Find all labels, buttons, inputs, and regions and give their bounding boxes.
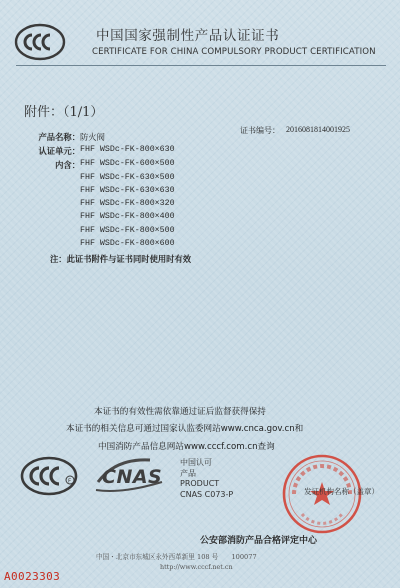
header-divider	[16, 65, 386, 66]
cnca-url-link[interactable]: www.cnca.gov.cn	[220, 424, 295, 434]
model-item: FHF WSDc-FK-800×600	[80, 239, 175, 248]
cnas-accreditation-text	[180, 458, 233, 500]
model-item: FHF WSDc-FK-630×630	[80, 186, 175, 195]
product-name-value: 防火阀	[80, 132, 105, 142]
cert-number-value: 2016081814001925	[286, 125, 350, 134]
cnas-line-4: CNAS C073-P	[180, 489, 234, 499]
attachment-note: 注：此证书附件与证书同时使用时有效	[50, 254, 192, 264]
svg-text:F: F	[68, 478, 72, 485]
cert-unit-label: 认证单元：	[38, 146, 80, 156]
cnas-logo	[92, 452, 168, 498]
certificate-title-cn: 中国国家强制性产品认证证书	[96, 28, 280, 44]
cnca-prefix: 本证书的相关信息可通过国家认监委网站	[66, 424, 221, 434]
model-item: FHF WSDc-FK-600×500	[80, 159, 175, 168]
issuing-authority: 公安部消防产品合格评定中心	[200, 536, 318, 546]
serial-number: A0023303	[4, 570, 61, 583]
attachment-label: 附件：（1/1）	[24, 105, 104, 120]
cccf-suffix: 查询	[257, 442, 275, 452]
model-item: FHF WSDc-FK-800×400	[80, 212, 175, 221]
model-item: FHF WSDc-FK-800×500	[80, 226, 175, 235]
model-item: FHF WSDc-FK-800×320	[80, 199, 175, 208]
cnas-logo-text: CNAS	[102, 466, 163, 488]
model-item: FHF WSDc-FK-630×500	[80, 173, 175, 182]
authority-address: 中国・北京市东城区永外西革新里 108 号 100077	[96, 553, 257, 561]
seal-caption: 发证机构名称（盖章）	[304, 487, 379, 496]
cert-unit-value: FHF WSDc-FK-800×630	[80, 145, 175, 154]
cert-number-label: 证书编号：	[240, 126, 280, 135]
cnca-suffix: 和	[294, 424, 304, 434]
authority-website-link[interactable]: http://www.cccf.net.cn	[160, 563, 233, 571]
cccf-url-link[interactable]: www.cccf.com.cn	[183, 442, 258, 452]
cnas-line-3: PRODUCT	[180, 479, 220, 488]
cccf-prefix: 中国消防产品信息网站	[98, 442, 184, 452]
ccc-logo-icon	[14, 23, 66, 61]
certificate-title-en: CERTIFICATE FOR CHINA COMPULSORY PRODUCT CERTIFICATION	[92, 47, 376, 57]
validity-statement: 本证书的有效性需依靠通过证后监督获得保持	[94, 407, 266, 417]
cnas-line-2: 产品	[180, 468, 196, 478]
content-label: 内含：	[55, 160, 80, 170]
ccc-f-logo-icon	[20, 456, 78, 496]
cccf-query-line	[98, 440, 275, 452]
cnca-query-line	[66, 422, 303, 434]
cnas-line-1: 中国认可	[180, 458, 212, 467]
product-name-label: 产品名称：	[38, 132, 80, 142]
